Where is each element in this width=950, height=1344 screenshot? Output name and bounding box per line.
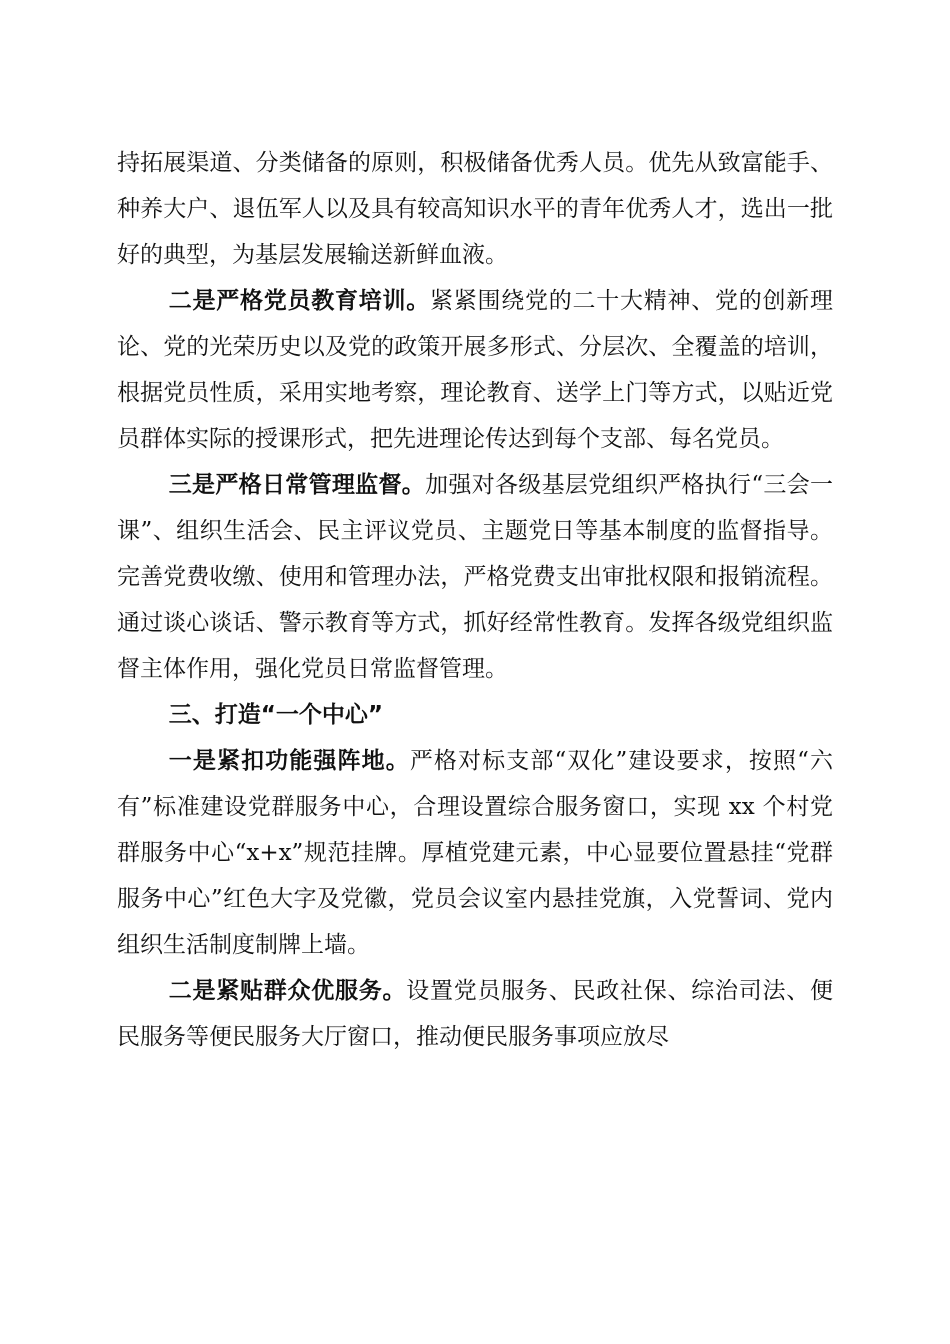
paragraph-text: 持拓展渠道、分类储备的原则，积极储备优秀人员。优先从致富能手、种养大户、退伍军人以及具有较高知识水平的青年优秀人才，选出一批好的典型，为基层发展输送新鲜血液。	[117, 150, 833, 268]
paragraph-text: 加强对各级基层党组织严格执行“三会一课”、组织生活会、民主评议党员、主题党日等基本制度的监督指导。完善党费收缴、使用和管理办法，严格党费支出审批权限和报销流程。通过谈心谈话、警示教育等方式，抓好经常性教育。发挥各级党组织监督主体作用，强化党员日常监督管理。	[117, 472, 834, 682]
paragraph-text: 严格对标支部“双化”建设要求，按照“六有”标准建设党群服务中心，合理设置综合服务窗口，实现 xx 个村党群服务中心“x+x”规范挂牌。厚植党建元素，中心显要位置悬挂“党群服务中心”红色大字及党徽，党员会议室内悬挂党旗，入党誓词、党内组织生活制度制牌上墙。	[117, 748, 833, 958]
paragraph-function-position	[117, 738, 833, 968]
document-body	[117, 140, 833, 1060]
paragraph-party-education	[117, 278, 833, 462]
paragraph-lead: 二是紧贴群众优服务。	[168, 978, 407, 1004]
paragraph-continued	[117, 140, 833, 278]
paragraph-daily-supervision	[117, 462, 833, 692]
section-heading: 三、打造“一个中心”	[168, 702, 383, 728]
paragraph-lead: 二是严格党员教育培训。	[168, 288, 430, 314]
paragraph-serve-masses	[117, 968, 833, 1060]
paragraph-text: 紧紧围绕党的二十大精神、党的创新理论、党的光荣历史以及党的政策开展多形式、分层次、全覆盖的培训，根据党员性质，采用实地考察，理论教育、送学上门等方式，以贴近党员群体实际的授课形式，把先进理论传达到每个支部、每名党员。	[117, 288, 833, 452]
paragraph-lead: 一是紧扣功能强阵地。	[168, 748, 410, 774]
paragraph-lead: 三是严格日常管理监督。	[168, 472, 426, 498]
paragraph-text: 设置党员服务、民政社保、综治司法、便民服务等便民服务大厅窗口，推动便民服务事项应放尽	[117, 978, 833, 1050]
